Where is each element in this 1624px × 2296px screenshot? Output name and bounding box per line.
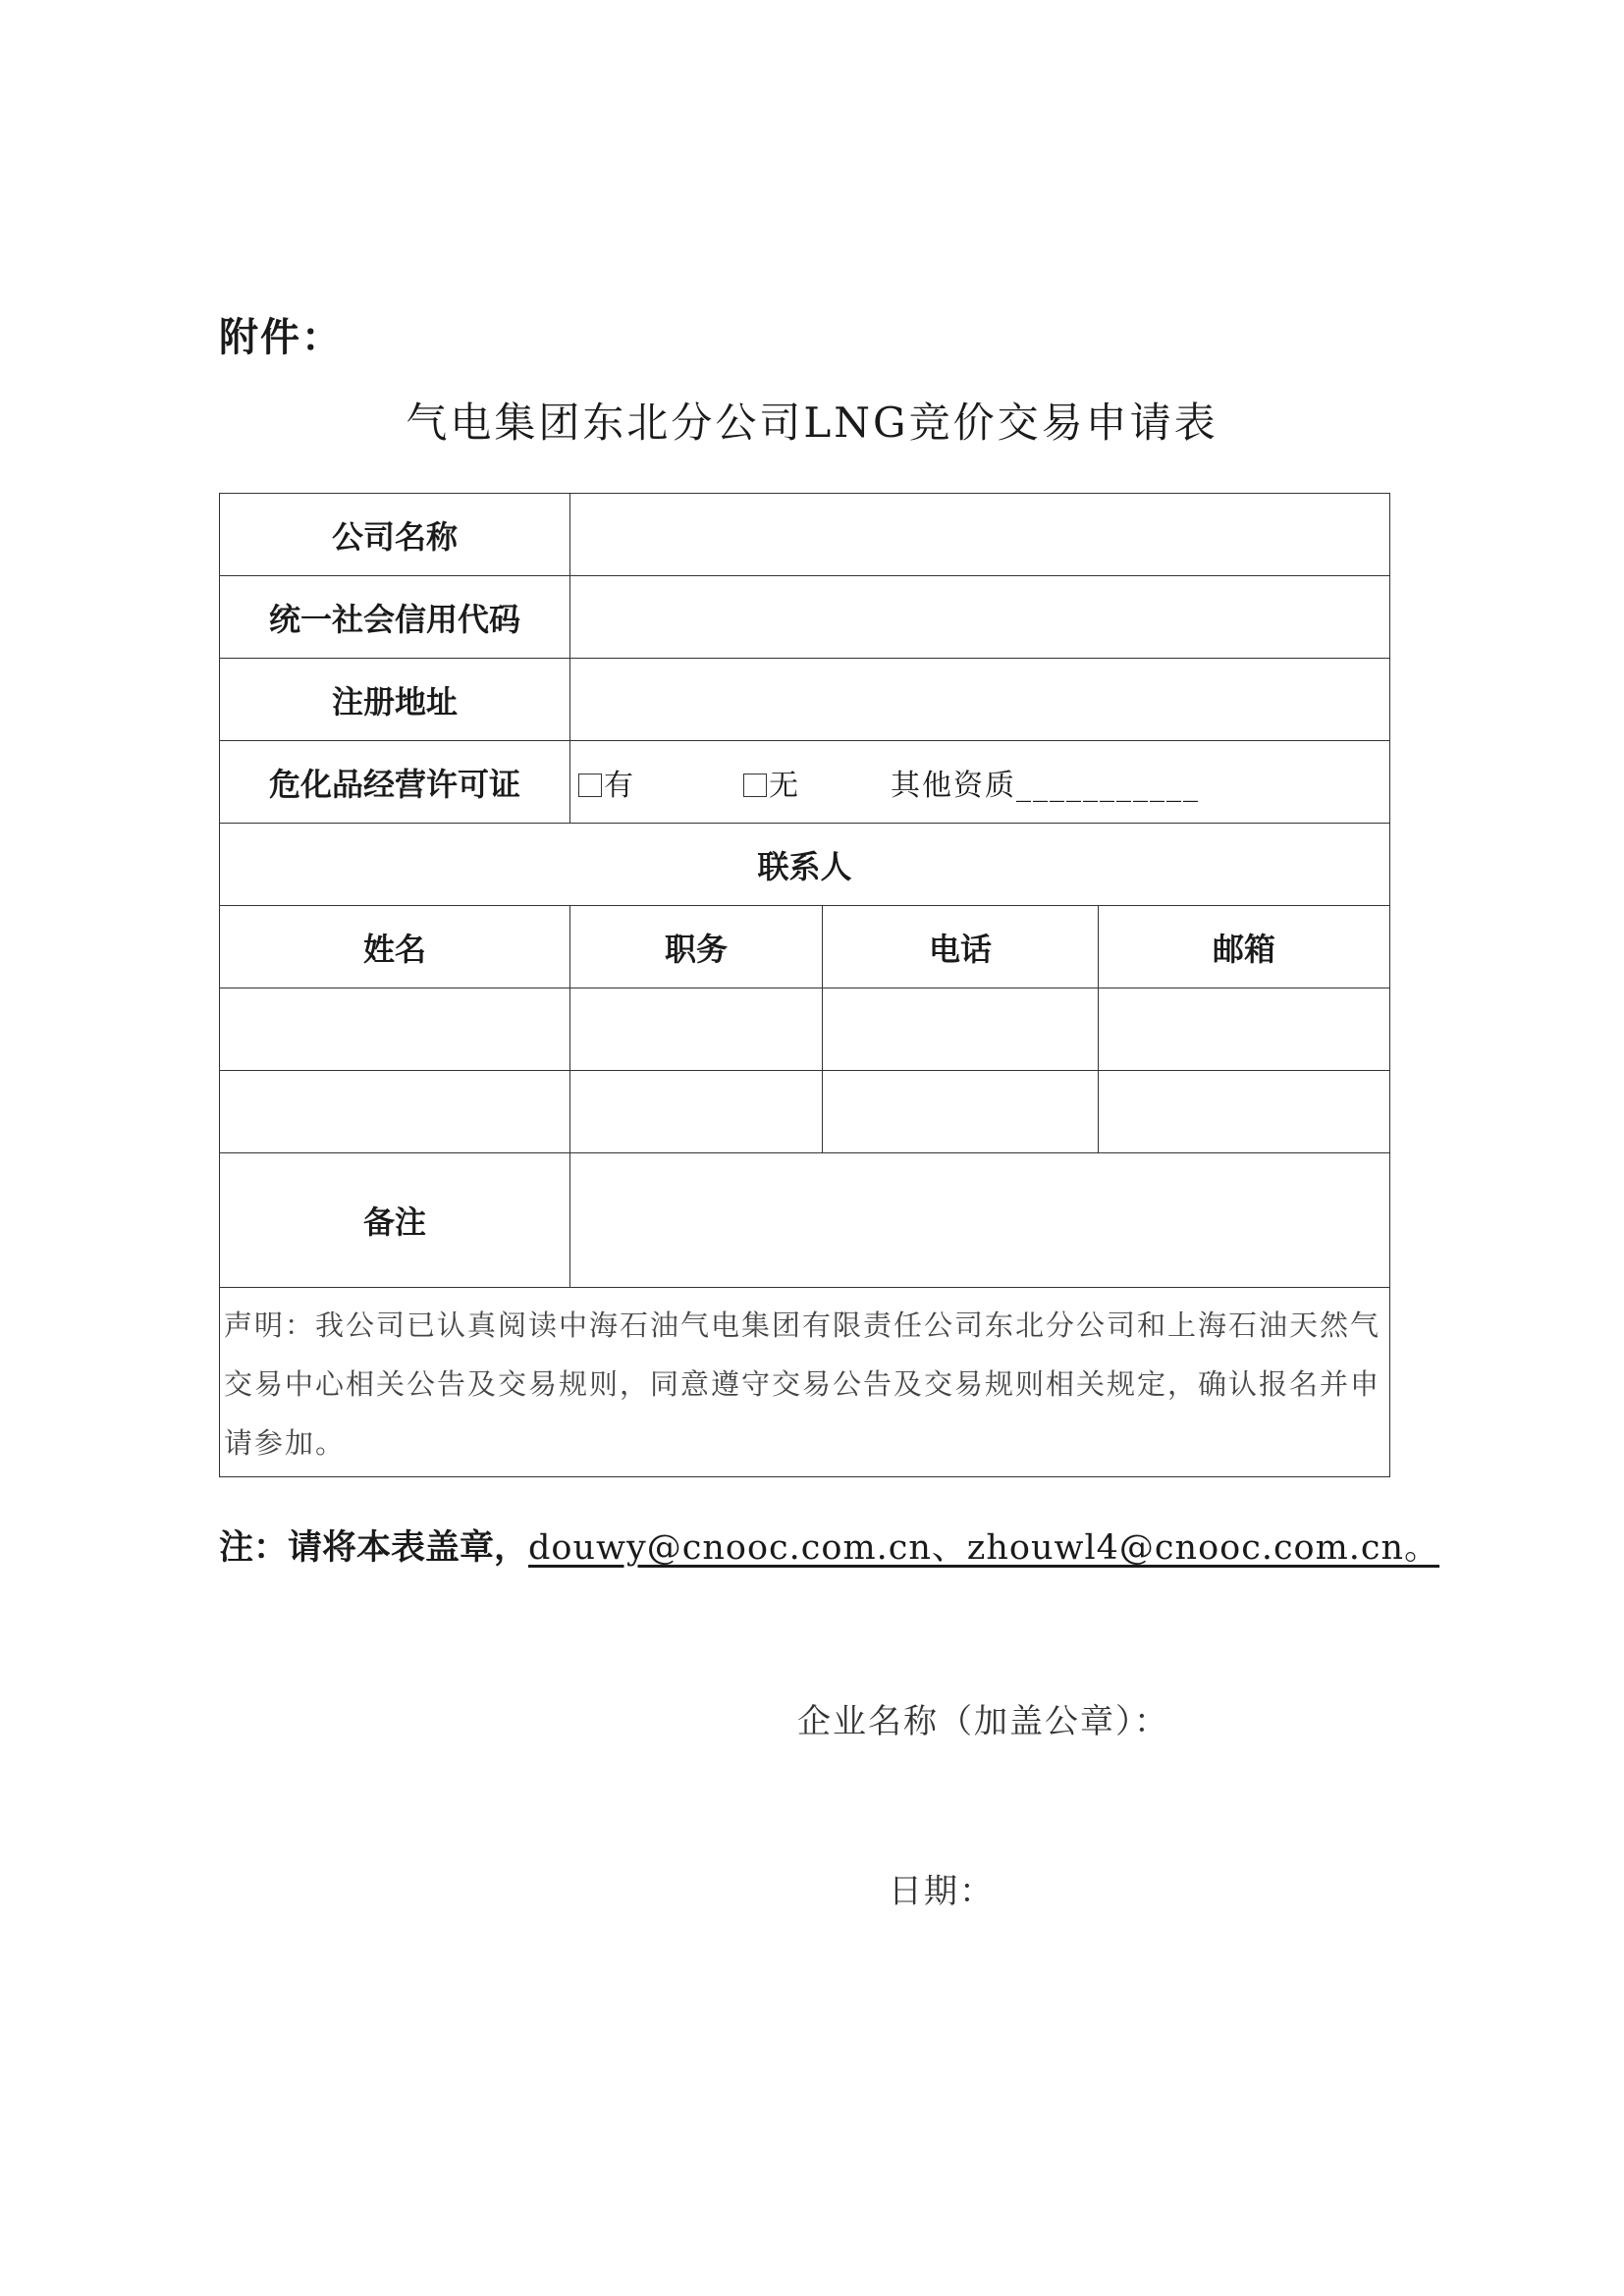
column-header-name: 姓名 xyxy=(220,906,570,988)
contact-row xyxy=(220,1071,1390,1153)
checkbox-icon[interactable] xyxy=(578,774,602,797)
credit-code-label: 统一社会信用代码 xyxy=(220,576,570,659)
license-yes-option[interactable] xyxy=(578,761,743,804)
note-prefix: 注：请将本表盖章， xyxy=(219,1528,529,1568)
contact-phone-cell[interactable] xyxy=(823,1071,1099,1153)
license-no-label: 无 xyxy=(769,768,798,803)
address-field[interactable] xyxy=(570,659,1390,741)
contact-email-cell[interactable] xyxy=(1099,1071,1390,1153)
company-name-field[interactable] xyxy=(570,494,1390,576)
contact-position-cell[interactable] xyxy=(570,1071,823,1153)
license-no-option[interactable] xyxy=(743,761,891,804)
license-yes-label: 有 xyxy=(604,768,633,803)
row-address xyxy=(220,659,1390,741)
contact-name-cell[interactable] xyxy=(220,1071,570,1153)
remarks-label: 备注 xyxy=(220,1153,570,1288)
row-contacts-header xyxy=(220,824,1390,906)
column-header-phone: 电话 xyxy=(823,906,1099,988)
contact-name-cell[interactable] xyxy=(220,988,570,1071)
date-label: 日期： xyxy=(889,1872,995,1911)
license-label: 危化品经营许可证 xyxy=(220,741,570,824)
row-company-name xyxy=(220,494,1390,576)
row-declaration xyxy=(220,1288,1390,1477)
note-email-links[interactable]: douwy@cnooc.com.cn、zhouwl4@cnooc.com.cn。 xyxy=(528,1528,1440,1568)
credit-code-field[interactable] xyxy=(570,576,1390,659)
company-name-label: 公司名称 xyxy=(220,494,570,576)
remarks-field[interactable] xyxy=(570,1153,1390,1288)
contact-email-cell[interactable] xyxy=(1099,988,1390,1071)
column-header-email: 邮箱 xyxy=(1099,906,1390,988)
row-license xyxy=(220,741,1390,824)
row-remarks xyxy=(220,1153,1390,1288)
form-title: 气电集团东北分公司LNG竞价交易申请表 xyxy=(406,399,1218,447)
contact-position-cell[interactable] xyxy=(570,988,823,1071)
license-options xyxy=(570,741,1390,824)
address-label: 注册地址 xyxy=(220,659,570,741)
submission-note xyxy=(219,1521,1439,1570)
attachment-label: 附件： xyxy=(219,315,343,360)
other-qualification-field[interactable]: 其他资质___________ xyxy=(891,768,1200,803)
declaration-text: 声明：我公司已认真阅读中海石油气电集团有限责任公司东北分公司和上海石油天然气交易中心相关公告及交易规则，同意遵守交易公告及交易规则相关规定，确认报名并申请参加。 xyxy=(220,1288,1390,1477)
company-seal-label: 企业名称（加盖公章）： xyxy=(797,1702,1169,1741)
row-credit-code xyxy=(220,576,1390,659)
contacts-section-label: 联系人 xyxy=(220,824,1390,906)
column-header-position: 职务 xyxy=(570,906,823,988)
checkbox-icon[interactable] xyxy=(743,774,767,797)
contact-phone-cell[interactable] xyxy=(823,988,1099,1071)
application-form-table xyxy=(219,493,1390,1477)
row-contacts-columns xyxy=(220,906,1390,988)
contact-row xyxy=(220,988,1390,1071)
